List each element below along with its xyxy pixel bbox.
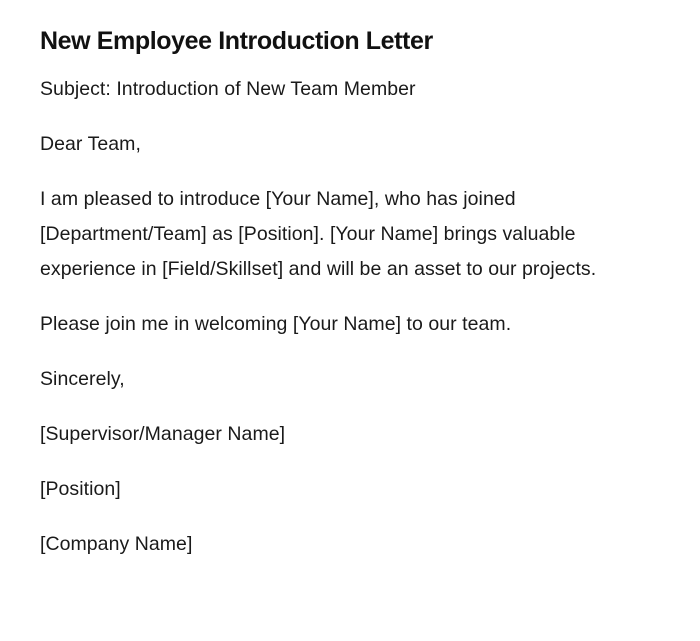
signer-position: [Position] [40,478,121,500]
body-paragraph: I am pleased to introduce [Your Name], who has joined [Department/Team] as [Position]. [Your Name] brings valuable experience in [Field/Skillset] and will be an asset to our projects. [40,188,597,280]
signer-company: [Company Name] [40,533,193,555]
closing: Sincerely, [40,368,125,390]
signer-name: [Supervisor/Manager Name] [40,423,286,445]
letter-title: New Employee Introduction Letter [40,27,433,55]
subject-line: Subject: Introduction of New Team Member [40,78,416,100]
greeting: Dear Team, [40,133,141,155]
welcome-paragraph: Please join me in welcoming [Your Name] to our team. [40,313,512,335]
letter-document [40,24,640,582]
